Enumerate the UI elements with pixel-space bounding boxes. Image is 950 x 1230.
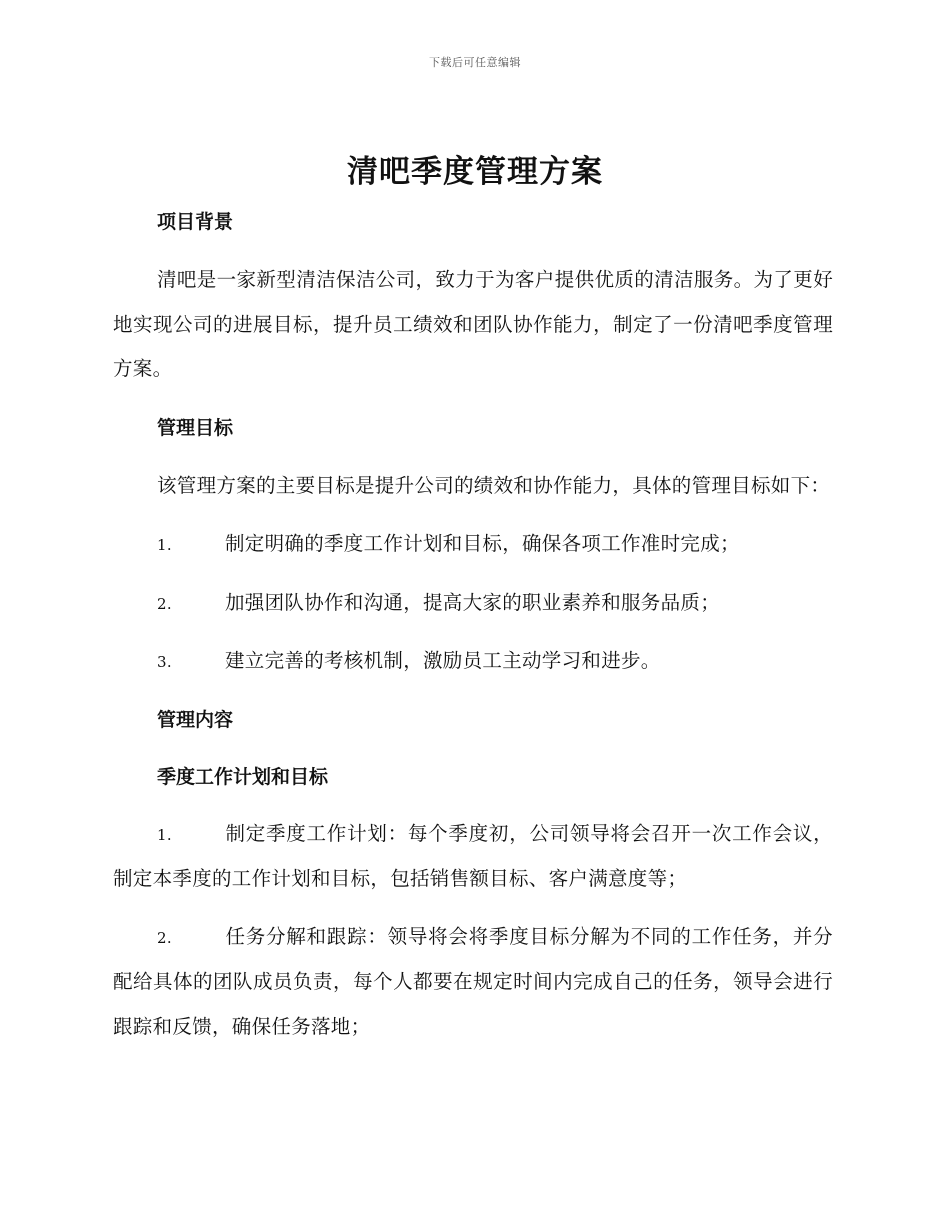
header-note: 下载后可任意编辑 bbox=[429, 56, 521, 69]
goals-paragraph: 该管理方案的主要目标是提升公司的绩效和协作能力，具体的管理目标如下： bbox=[157, 473, 831, 497]
list-number: 3. bbox=[157, 653, 172, 671]
content-item bbox=[113, 812, 833, 902]
list-text: 任务分解和跟踪：领导将会将季度目标分解为不同的工作任务，并分配给具体的团队成员负责，每个人都要在规定时间内完成自己的任务，领导会进行跟踪和反馈，确保任务落地； bbox=[113, 924, 833, 1038]
list-text: 建立完善的考核机制，激励员工主动学习和进步。 bbox=[225, 649, 661, 672]
background-paragraph: 清吧是一家新型清洁保洁公司，致力于为客户提供优质的清洁服务。为了更好地实现公司的进展目标，提升员工绩效和团队协作能力，制定了一份清吧季度管理方案。 bbox=[113, 268, 833, 380]
list-text: 加强团队协作和沟通，提高大家的职业素养和服务品质； bbox=[225, 590, 721, 614]
section-subheading-plan: 季度工作计划和目标 bbox=[157, 765, 329, 788]
document-body bbox=[113, 200, 833, 1049]
goal-item bbox=[113, 581, 833, 627]
goal-item bbox=[113, 522, 833, 568]
list-number: 2. bbox=[157, 594, 172, 613]
section-heading-background: 项目背景 bbox=[157, 211, 234, 233]
section-heading-content: 管理内容 bbox=[157, 708, 234, 731]
list-text: 制定季度工作计划：每个季度初，公司领导将会召开一次工作会议，制定本季度的工作计划和目标，包括销售额目标、客户满意度等； bbox=[113, 821, 833, 890]
list-number: 1. bbox=[157, 825, 172, 844]
page-title: 清吧季度管理方案 bbox=[347, 154, 603, 190]
section-heading-goals: 管理目标 bbox=[157, 416, 234, 439]
list-text: 制定明确的季度工作计划和目标，确保各项工作准时完成； bbox=[225, 532, 740, 555]
list-number: 2. bbox=[157, 928, 172, 947]
goal-item bbox=[113, 639, 833, 685]
content-item bbox=[113, 915, 833, 1050]
list-number: 1. bbox=[157, 536, 172, 554]
